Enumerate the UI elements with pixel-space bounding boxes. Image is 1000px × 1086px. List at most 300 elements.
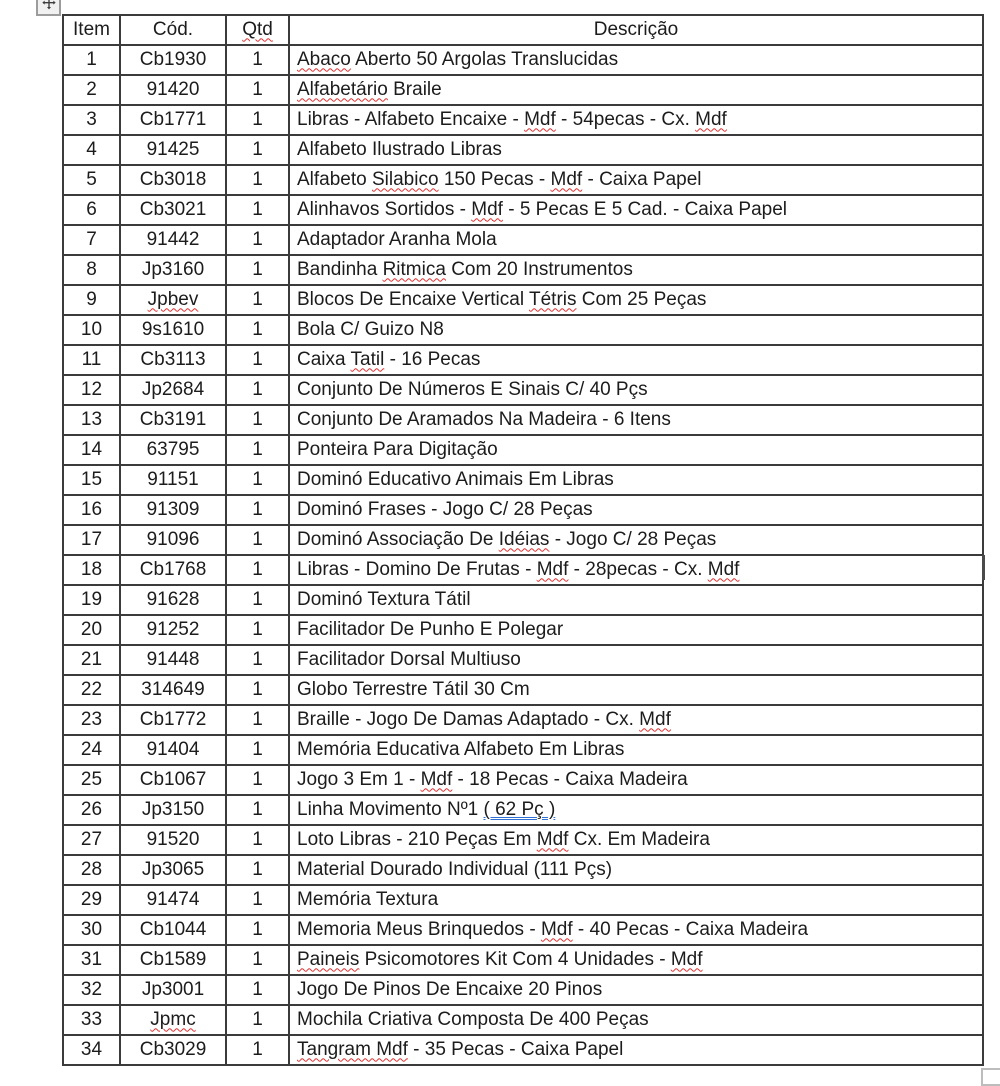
qty-cell[interactable] [226, 555, 289, 585]
text-segment: Cb1768 [139, 558, 207, 580]
code-cell[interactable] [120, 375, 226, 405]
qty-cell[interactable] [226, 825, 289, 855]
qty-cell[interactable] [226, 1035, 289, 1065]
text-segment: 1 [252, 858, 263, 880]
item-cell[interactable] [63, 1005, 120, 1035]
table-row [63, 555, 983, 585]
text-caret [982, 555, 985, 580]
text-segment: 17 [80, 528, 103, 550]
text-segment: Jp3065 [141, 858, 205, 880]
code-cell[interactable] [120, 345, 226, 375]
text-segment: 29 [80, 888, 103, 910]
description-cell[interactable] [289, 915, 983, 945]
text-segment: Memoria Meus Brinquedos - [297, 918, 541, 940]
table-resize-handle[interactable] [981, 1068, 1000, 1086]
text-segment: 1 [252, 618, 263, 640]
text-segment: 91448 [146, 648, 200, 670]
text-segment: 20 [80, 618, 103, 640]
code-cell[interactable] [120, 1005, 226, 1035]
text-segment: 19 [80, 588, 103, 610]
code-cell[interactable] [120, 285, 226, 315]
code-cell[interactable] [120, 945, 226, 975]
item-cell[interactable] [63, 45, 120, 75]
text-segment: 1 [252, 168, 263, 190]
description-cell[interactable] [289, 435, 983, 465]
text-segment: 24 [80, 738, 103, 760]
description-cell[interactable] [289, 675, 983, 705]
text-segment: Cx. Em Madeira [568, 828, 710, 850]
text-segment: Jogo 3 Em 1 - [297, 768, 421, 790]
description-cell[interactable] [289, 645, 983, 675]
table-row [63, 465, 983, 495]
text-segment: 1 [252, 768, 263, 790]
qty-cell[interactable] [226, 585, 289, 615]
qty-cell[interactable] [226, 315, 289, 345]
item-cell[interactable] [63, 285, 120, 315]
misspelled-text: Tangram Mdf [297, 1038, 408, 1060]
description-cell[interactable] [289, 1005, 983, 1035]
text-segment: 91404 [146, 738, 200, 760]
code-cell[interactable] [120, 795, 226, 825]
text-segment: 2 [86, 78, 97, 100]
item-cell[interactable] [63, 195, 120, 225]
description-cell[interactable] [289, 225, 983, 255]
table-row [63, 135, 983, 165]
table-row [63, 615, 983, 645]
description-cell[interactable] [289, 855, 983, 885]
qty-cell[interactable] [226, 525, 289, 555]
text-segment: 1 [252, 138, 263, 160]
qty-cell[interactable] [226, 195, 289, 225]
items-table [62, 14, 984, 1066]
code-cell[interactable] [120, 255, 226, 285]
text-segment: 1 [252, 918, 263, 940]
item-cell[interactable] [63, 645, 120, 675]
text-segment: 91096 [146, 528, 200, 550]
text-segment: 1 [252, 318, 263, 340]
qty-cell[interactable] [226, 855, 289, 885]
text-segment: - 40 Pecas - Caixa Madeira [572, 918, 809, 940]
text-segment: Memória Textura [297, 888, 439, 910]
text-segment: 33 [80, 1008, 103, 1030]
description-cell[interactable] [289, 945, 983, 975]
text-segment: 1 [252, 588, 263, 610]
misspelled-text: Mdf [420, 768, 453, 790]
misspelled-text: Mdf [524, 108, 556, 130]
text-segment: Material Dourado Individual (111 Pçs) [297, 858, 613, 880]
table-row [63, 1035, 983, 1065]
text-segment: Cb3191 [139, 408, 207, 430]
table-body [63, 45, 983, 1065]
text-segment: - 35 Pecas - Caixa Papel [407, 1038, 624, 1060]
text-segment: 5 [86, 168, 97, 190]
text-segment: 4 [86, 138, 97, 160]
code-cell[interactable] [120, 225, 226, 255]
text-segment: 31 [80, 948, 103, 970]
item-cell[interactable] [63, 435, 120, 465]
code-cell[interactable] [120, 705, 226, 735]
text-segment: Cb1067 [139, 768, 207, 790]
qty-cell[interactable] [226, 465, 289, 495]
text-segment: 1 [252, 828, 263, 850]
description-cell[interactable] [289, 555, 983, 585]
text-segment: 1 [252, 1008, 263, 1030]
description-cell[interactable] [289, 405, 983, 435]
text-segment: 1 [86, 48, 97, 70]
table-row [63, 75, 983, 105]
code-cell[interactable] [120, 195, 226, 225]
description-cell[interactable] [289, 45, 983, 75]
misspelled-text: Mdf [695, 108, 727, 130]
text-segment: 12 [80, 378, 103, 400]
qty-cell[interactable] [226, 615, 289, 645]
text-segment: Aberto 50 Argolas Translucidas [350, 48, 619, 70]
description-cell[interactable] [289, 975, 983, 1005]
text-segment: 1 [252, 708, 263, 730]
item-cell[interactable] [63, 255, 120, 285]
text-segment: Libras - Alfabeto Encaixe - [297, 108, 525, 130]
text-segment: 91520 [146, 828, 200, 850]
text-segment: Ponteira Para Digitação [297, 438, 498, 460]
item-cell[interactable] [63, 615, 120, 645]
item-cell[interactable] [63, 375, 120, 405]
item-cell[interactable] [63, 405, 120, 435]
misspelled-text: Idéias [498, 528, 550, 550]
text-segment: 1 [252, 558, 263, 580]
misspelled-text: Jpbev [147, 288, 199, 310]
text-segment: Loto Libras - 210 Peças Em [297, 828, 537, 850]
code-cell[interactable] [120, 975, 226, 1005]
description-cell[interactable] [289, 1035, 983, 1065]
code-cell[interactable] [120, 645, 226, 675]
text-segment: Adaptador Aranha Mola [297, 228, 497, 250]
item-cell[interactable] [63, 795, 120, 825]
misspelled-text: Mdf [550, 168, 583, 190]
misspelled-text: Mdf [670, 948, 703, 970]
text-segment: Alfabeto Ilustrado Libras [297, 138, 502, 160]
description-cell[interactable] [289, 825, 983, 855]
text-segment: 1 [252, 48, 263, 70]
table-row [63, 165, 983, 195]
item-cell[interactable] [63, 315, 120, 345]
table-move-handle[interactable] [36, 0, 61, 16]
table-row [63, 405, 983, 435]
text-segment: 15 [80, 468, 103, 490]
column-header-qty[interactable] [226, 15, 289, 45]
item-cell[interactable] [63, 525, 120, 555]
code-cell[interactable] [120, 1035, 226, 1065]
misspelled-text: Mdf [536, 558, 569, 580]
item-cell[interactable] [63, 885, 120, 915]
table-row [63, 285, 983, 315]
qty-cell[interactable] [226, 105, 289, 135]
misspelled-text: Ritmica [382, 258, 446, 280]
text-segment: Mochila Criativa Composta De 400 Peças [297, 1008, 649, 1030]
text-segment: 1 [252, 408, 263, 430]
text-segment: Dominó Associação De [297, 528, 499, 550]
qty-cell[interactable] [226, 735, 289, 765]
text-segment: Memória Educativa Alfabeto Em Libras [297, 738, 625, 760]
code-cell[interactable] [120, 315, 226, 345]
description-cell[interactable] [289, 285, 983, 315]
table-row [63, 1005, 983, 1035]
qty-cell[interactable] [226, 165, 289, 195]
qty-cell[interactable] [226, 645, 289, 675]
text-segment: 91151 [147, 468, 199, 490]
qty-cell[interactable] [226, 435, 289, 465]
misspelled-text: Mdf [707, 558, 740, 580]
item-cell[interactable] [63, 75, 120, 105]
text-segment: 1 [252, 678, 263, 700]
text-segment: 11 [81, 348, 102, 370]
code-cell[interactable] [120, 165, 226, 195]
item-cell[interactable] [63, 855, 120, 885]
text-segment: 1 [252, 648, 263, 670]
misspelled-text: Mdf [540, 918, 573, 940]
qty-cell[interactable] [226, 945, 289, 975]
qty-cell[interactable] [226, 885, 289, 915]
table-row [63, 675, 983, 705]
table-row [63, 195, 983, 225]
text-segment: Alinhavos Sortidos - [297, 198, 472, 220]
text-segment: 91252 [146, 618, 200, 640]
text-segment: 21 [80, 648, 103, 670]
table-header-row [63, 15, 983, 45]
description-cell[interactable] [289, 135, 983, 165]
text-segment: Linha Movimento Nº1 [297, 798, 484, 820]
text-segment: - Jogo C/ 28 Peças [549, 528, 717, 550]
code-cell[interactable] [120, 45, 226, 75]
item-cell[interactable] [63, 735, 120, 765]
table-row [63, 525, 983, 555]
item-cell[interactable] [63, 675, 120, 705]
text-segment: Cb1589 [139, 948, 207, 970]
description-cell[interactable] [289, 345, 983, 375]
text-segment: 7 [86, 228, 97, 250]
table-row [63, 765, 983, 795]
item-cell[interactable] [63, 765, 120, 795]
code-cell[interactable] [120, 855, 226, 885]
text-segment: 1 [252, 288, 263, 310]
description-cell[interactable] [289, 525, 983, 555]
description-cell[interactable] [289, 765, 983, 795]
qty-cell[interactable] [226, 765, 289, 795]
qty-cell[interactable] [226, 705, 289, 735]
move-cross-icon [41, 0, 57, 11]
text-segment: 9 [86, 288, 97, 310]
qty-cell[interactable] [226, 75, 289, 105]
table-row [63, 105, 983, 135]
qty-cell[interactable] [226, 795, 289, 825]
description-cell[interactable] [289, 615, 983, 645]
grammar-flagged-text: ( 62 Pç ) [483, 798, 556, 820]
item-cell[interactable] [63, 975, 120, 1005]
text-segment: Cb1044 [139, 918, 207, 940]
qty-cell[interactable] [226, 915, 289, 945]
text-segment: Com 25 Peças [576, 288, 707, 310]
text-segment: Jp3150 [141, 798, 205, 820]
code-cell[interactable] [120, 735, 226, 765]
misspelled-text: Tétris [529, 288, 577, 310]
text-segment: 9s1610 [141, 318, 205, 340]
text-segment: Libras - Domino De Frutas - [297, 558, 537, 580]
item-cell[interactable] [63, 915, 120, 945]
description-cell[interactable] [289, 105, 983, 135]
qty-cell[interactable] [226, 345, 289, 375]
text-segment: 1 [252, 738, 263, 760]
column-header-desc[interactable] [289, 15, 983, 45]
code-cell[interactable] [120, 465, 226, 495]
text-segment: 91425 [146, 138, 200, 160]
text-segment: 26 [80, 798, 103, 820]
text-segment: 1 [252, 888, 263, 910]
qty-cell[interactable] [226, 495, 289, 525]
qty-cell[interactable] [226, 675, 289, 705]
qty-cell[interactable] [226, 45, 289, 75]
description-cell[interactable] [289, 75, 983, 105]
text-segment: Jogo De Pinos De Encaixe 20 Pinos [297, 978, 603, 1000]
qty-cell[interactable] [226, 285, 289, 315]
code-cell[interactable] [120, 75, 226, 105]
misspelled-text: Paineis [297, 948, 360, 970]
text-segment: Dominó Educativo Animais Em Libras [297, 468, 614, 490]
description-cell[interactable] [289, 795, 983, 825]
text-segment: 13 [80, 408, 103, 430]
text-segment: Dominó Textura Tátil [297, 588, 471, 610]
text-segment: 314649 [141, 678, 205, 700]
text-segment: Cb1771 [139, 108, 207, 130]
item-cell[interactable] [63, 945, 120, 975]
description-cell[interactable] [289, 705, 983, 735]
item-cell[interactable] [63, 555, 120, 585]
code-cell[interactable] [120, 675, 226, 705]
item-cell[interactable] [63, 1035, 120, 1065]
table-row [63, 45, 983, 75]
qty-cell[interactable] [226, 255, 289, 285]
table-row [63, 225, 983, 255]
table-row [63, 435, 983, 465]
qty-cell[interactable] [226, 405, 289, 435]
item-cell[interactable] [63, 825, 120, 855]
item-cell[interactable] [63, 105, 120, 135]
text-segment: 1 [252, 798, 263, 820]
text-segment: Bola C/ Guizo N8 [297, 318, 444, 340]
table-row [63, 315, 983, 345]
code-cell[interactable] [120, 585, 226, 615]
text-segment: Cód. [152, 18, 194, 40]
text-segment: 91309 [146, 498, 200, 520]
code-cell[interactable] [120, 885, 226, 915]
text-segment: 8 [86, 258, 97, 280]
text-segment: 6 [86, 198, 97, 220]
text-segment: Alfabeto [297, 168, 372, 190]
text-segment: 1 [252, 438, 263, 460]
qty-cell[interactable] [226, 375, 289, 405]
description-cell[interactable] [289, 885, 983, 915]
item-cell[interactable] [63, 585, 120, 615]
item-cell[interactable] [63, 345, 120, 375]
text-segment: 1 [252, 498, 263, 520]
table-row [63, 915, 983, 945]
text-segment: 91628 [146, 588, 200, 610]
code-cell[interactable] [120, 765, 226, 795]
text-segment: 1 [252, 948, 263, 970]
qty-cell[interactable] [226, 1005, 289, 1035]
code-cell[interactable] [120, 555, 226, 585]
text-segment: Descrição [593, 18, 679, 40]
code-cell[interactable] [120, 135, 226, 165]
code-cell[interactable] [120, 615, 226, 645]
item-cell[interactable] [63, 225, 120, 255]
text-segment: Item [73, 18, 110, 40]
text-segment: 16 [80, 498, 103, 520]
text-segment: Cb3029 [139, 1038, 207, 1060]
qty-cell[interactable] [226, 135, 289, 165]
column-header-code[interactable] [120, 15, 226, 45]
qty-cell[interactable] [226, 225, 289, 255]
text-segment: 1 [252, 528, 263, 550]
text-segment: 30 [80, 918, 103, 940]
misspelled-text: Alfabetário [297, 78, 388, 100]
table-row [63, 945, 983, 975]
misspelled-text: Mdf [536, 828, 569, 850]
item-cell[interactable] [63, 495, 120, 525]
description-cell[interactable] [289, 465, 983, 495]
text-segment: Jp3001 [141, 978, 205, 1000]
text-segment: Conjunto De Aramados Na Madeira - 6 Itens [297, 408, 671, 430]
text-segment: 1 [252, 348, 263, 370]
description-cell[interactable] [289, 375, 983, 405]
text-segment: 91442 [146, 228, 200, 250]
code-cell[interactable] [120, 915, 226, 945]
text-segment: 3 [86, 108, 97, 130]
item-cell[interactable] [63, 465, 120, 495]
description-cell[interactable] [289, 585, 983, 615]
item-cell[interactable] [63, 165, 120, 195]
description-cell[interactable] [289, 735, 983, 765]
code-cell[interactable] [120, 435, 226, 465]
code-cell[interactable] [120, 105, 226, 135]
text-segment: 10 [80, 318, 103, 340]
text-segment: 91420 [146, 78, 200, 100]
text-segment: 25 [80, 768, 103, 790]
table-row [63, 825, 983, 855]
qty-cell[interactable] [226, 975, 289, 1005]
code-cell[interactable] [120, 405, 226, 435]
text-segment: 150 Pecas - [438, 168, 551, 190]
description-cell[interactable] [289, 315, 983, 345]
text-segment: Cb3018 [139, 168, 207, 190]
description-cell[interactable] [289, 195, 983, 225]
text-segment: Braille - Jogo De Damas Adaptado - Cx. [297, 708, 640, 730]
code-cell[interactable] [120, 525, 226, 555]
item-cell[interactable] [63, 705, 120, 735]
code-cell[interactable] [120, 825, 226, 855]
column-header-item[interactable] [63, 15, 120, 45]
text-segment: 22 [80, 678, 103, 700]
text-segment: Globo Terrestre Tátil 30 Cm [297, 678, 530, 700]
description-cell[interactable] [289, 255, 983, 285]
item-cell[interactable] [63, 135, 120, 165]
text-segment: 1 [252, 378, 263, 400]
misspelled-text: Jpmc [150, 1008, 196, 1030]
description-cell[interactable] [289, 495, 983, 525]
description-cell[interactable] [289, 165, 983, 195]
table-row [63, 345, 983, 375]
code-cell[interactable] [120, 495, 226, 525]
text-segment: Cb1930 [139, 48, 207, 70]
text-segment: Cb3021 [139, 198, 207, 220]
